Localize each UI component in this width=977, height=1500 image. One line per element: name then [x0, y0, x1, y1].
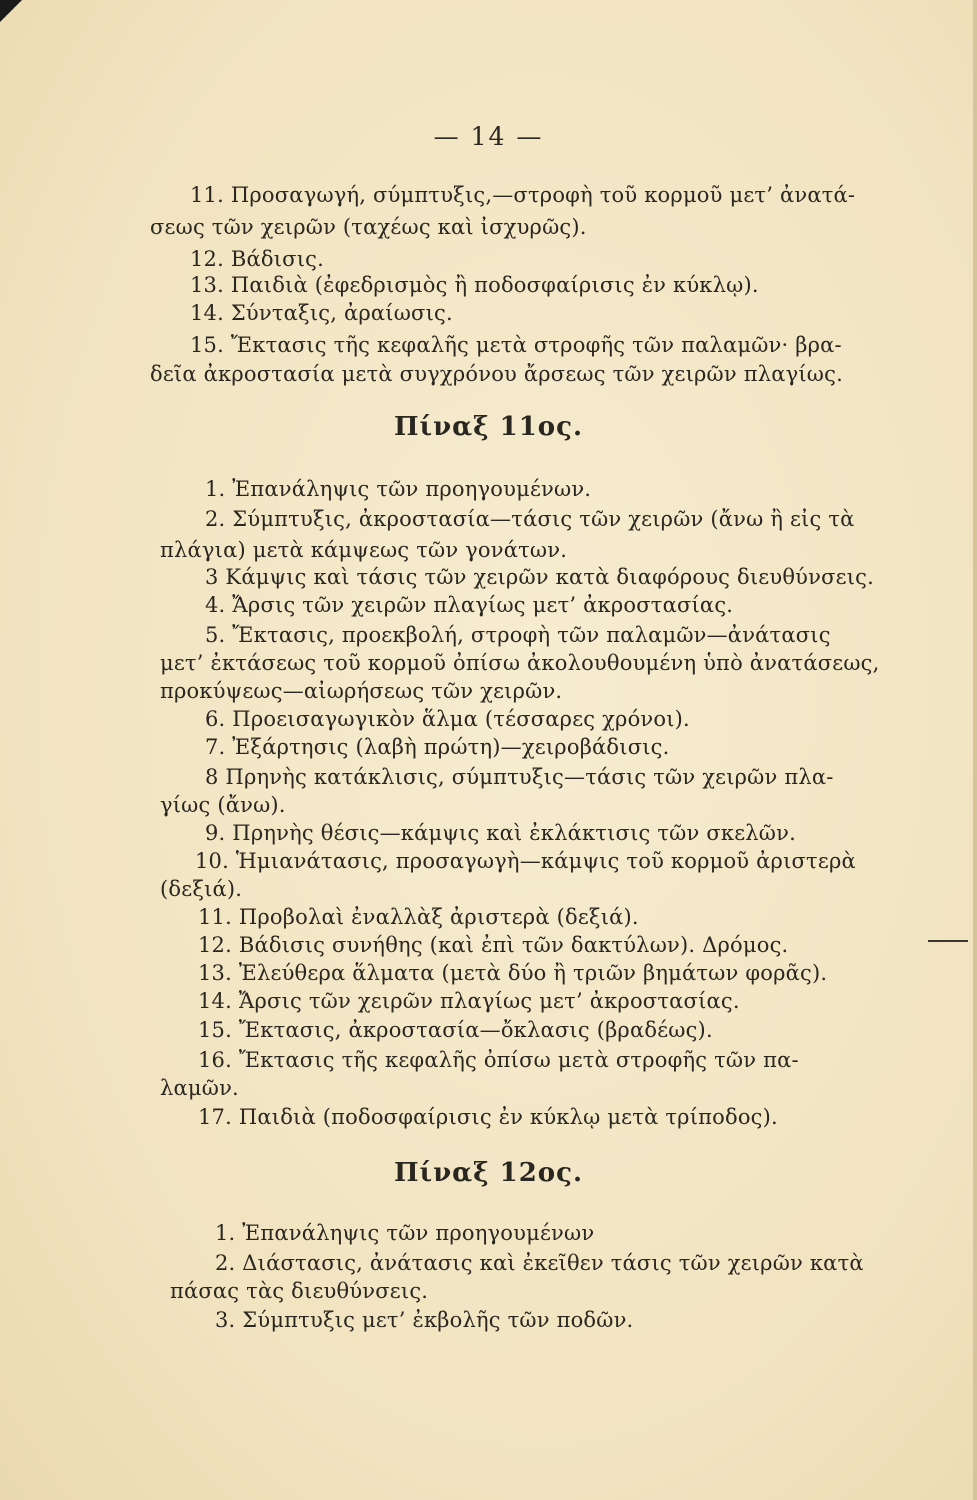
text-line: γίως (ἄνω).: [160, 793, 286, 817]
page-corner-shadow: [0, 0, 22, 22]
text-line: 4. Ἄρσις τῶν χειρῶν πλαγίως μετ’ ἀκροστασίας.: [205, 593, 734, 617]
text-line: 3 Κάμψις καὶ τάσις τῶν χειρῶν κατὰ διαφόρους διευθύνσεις.: [205, 565, 875, 589]
margin-mark: [928, 940, 968, 942]
text-line: 14. Σύνταξις, ἀραίωσις.: [190, 301, 453, 325]
text-line: 2. Διάστασις, ἀνάτασις καὶ ἐκεῖθεν τάσις τῶν χειρῶν κατὰ: [215, 1251, 864, 1275]
text-line: 5. Ἔκτασις, προεκβολή, στροφὴ τῶν παλαμῶν—ἀνάτασις: [205, 623, 831, 647]
text-line: 11. Προβολαὶ ἐναλλὰξ ἀριστερὰ (δεξιά).: [198, 905, 639, 929]
text-line: λαμῶν.: [160, 1076, 239, 1100]
text-line: 15. Ἔκτασις τῆς κεφαλῆς μετὰ στροφῆς τῶν παλαμῶν· βρα-: [190, 333, 842, 357]
text-line: 8 Πρηνὴς κατάκλισις, σύμπτυξις—τάσις τῶν χειρῶν πλα-: [205, 765, 834, 789]
text-line: 12. Βάδισις.: [190, 247, 324, 271]
text-line: 16. Ἔκτασις τῆς κεφαλῆς ὀπίσω μετὰ στροφῆς τῶν πα-: [198, 1048, 799, 1072]
text-line: 13. Παιδιὰ (ἐφεδρισμὸς ἢ ποδοσφαίρισις ἐν κύκλῳ).: [190, 273, 759, 297]
table-heading-12: Πίναξ 12ος.: [393, 1158, 584, 1188]
text-line: 9. Πρηνὴς θέσις—κάμψις καὶ ἐκλάκτισις τῶν σκελῶν.: [205, 821, 796, 845]
text-line: δεῖα ἀκροστασία μετὰ συγχρόνου ἄρσεως τῶν χειρῶν πλαγίως.: [150, 362, 843, 386]
text-line: πάσας τὰς διευθύνσεις.: [170, 1279, 429, 1303]
text-line: 12. Βάδισις συνήθης (καὶ ἐπὶ τῶν δακτύλων). Δρόμος.: [198, 933, 789, 957]
text-line: (δεξιά).: [160, 877, 243, 901]
text-line: 2. Σύμπτυξις, ἀκροστασία—τάσις τῶν χειρῶν (ἄνω ἢ εἰς τὰ: [205, 507, 855, 531]
text-line: 1. Ἐπανάληψις τῶν προηγουμένων: [215, 1221, 595, 1245]
page-number: — 14 —: [433, 122, 544, 151]
text-line: 17. Παιδιὰ (ποδοσφαίρισις ἐν κύκλῳ μετὰ τρίποδος).: [198, 1105, 778, 1129]
text-line: 13. Ἐλεύθερα ἅλματα (μετὰ δύο ἢ τριῶν βημάτων φορᾶς).: [198, 961, 828, 985]
text-line: 7. Ἐξάρτησις (λαβὴ πρώτη)—χειροβάδισις.: [205, 735, 670, 759]
text-line: 3. Σύμπτυξις μετ’ ἐκβολῆς τῶν ποδῶν.: [215, 1308, 634, 1332]
text-line: 14. Ἄρσις τῶν χειρῶν πλαγίως μετ’ ἀκροστασίας.: [198, 989, 740, 1013]
text-line: 15. Ἔκτασις, ἀκροστασία—ὄκλασις (βραδέως).: [198, 1018, 713, 1042]
page-edge: [973, 0, 977, 1500]
table-heading-11: Πίναξ 11ος.: [393, 412, 584, 442]
text-line: μετ’ ἐκτάσεως τοῦ κορμοῦ ὀπίσω ἀκολουθουμένη ὑπὸ ἀνατάσεως,: [160, 651, 880, 675]
text-line: 1. Ἐπανάληψις τῶν προηγουμένων.: [205, 477, 592, 501]
text-line: 10. Ἡμιανάτασις, προσαγωγὴ—κάμψις τοῦ κορμοῦ ἀριστερὰ: [195, 849, 856, 873]
text-line: 6. Προεισαγωγικὸν ἅλμα (τέσσαρες χρόνοι).: [205, 707, 690, 731]
text-line: 11. Προσαγωγή, σύμπτυξις,—στροφὴ τοῦ κορμοῦ μετ’ ἀνατά-: [190, 183, 856, 207]
text-line: σεως τῶν χειρῶν (ταχέως καὶ ἰσχυρῶς).: [150, 215, 587, 239]
text-line: πλάγια) μετὰ κάμψεως τῶν γονάτων.: [160, 538, 568, 562]
text-line: προκύψεως—αἰωρήσεως τῶν χειρῶν.: [160, 679, 563, 703]
